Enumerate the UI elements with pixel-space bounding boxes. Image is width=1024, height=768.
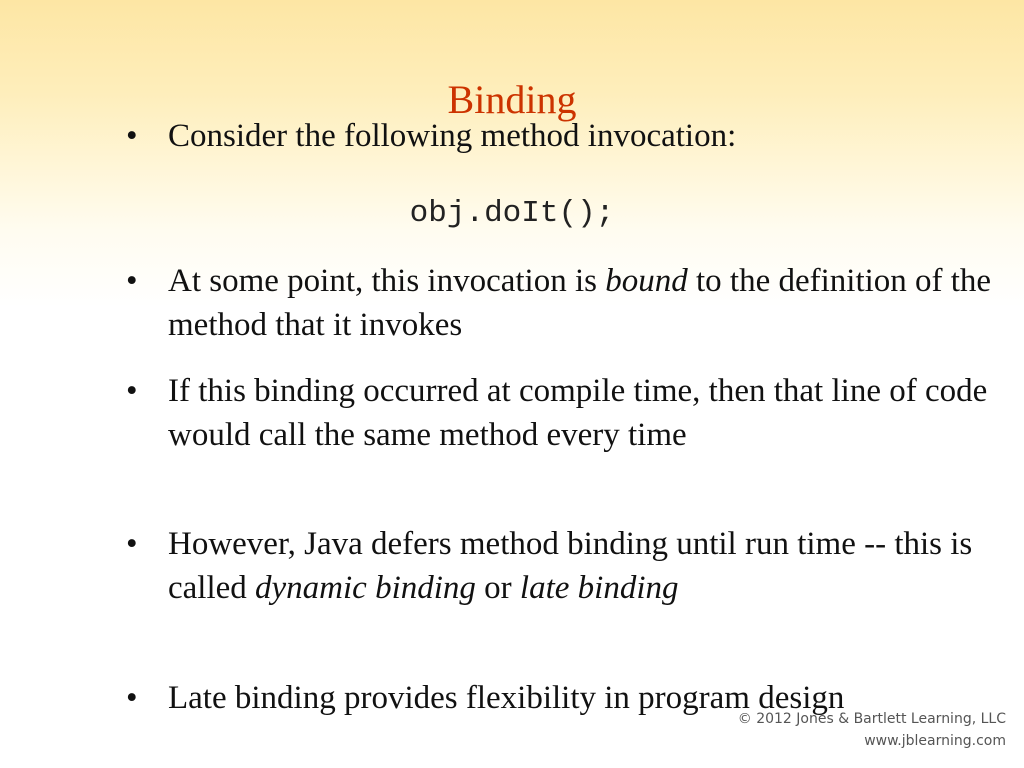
website-text: www.jblearning.com: [864, 733, 1006, 749]
bullet-item: [126, 369, 996, 457]
bullet-text-segment: Consider the following method invocation:: [168, 118, 737, 154]
bullet-text: [168, 522, 996, 610]
bullet-marker: •: [126, 526, 138, 562]
bullet-text-segment: However, Java defers method binding until run time -- this is called: [168, 526, 973, 606]
bullet-text-emphasis: dynamic binding: [255, 570, 476, 606]
bullet-text-emphasis: bound: [605, 263, 688, 299]
bullet-text: [168, 369, 996, 457]
bullet-text-segment: Late binding provides flexibility in program design: [168, 680, 845, 716]
bullet-marker: •: [126, 373, 138, 409]
bullet-text-segment: or: [475, 570, 520, 606]
copyright-text: © 2012 Jones & Bartlett Learning, LLC: [737, 711, 1006, 727]
bullet-text: [168, 259, 996, 347]
bullet-item: [126, 259, 996, 347]
bullet-marker: •: [126, 118, 138, 154]
bullet-item: [126, 522, 996, 610]
bullet-item: [126, 114, 996, 158]
bullet-text-emphasis: late binding: [519, 570, 679, 606]
bullet-marker: •: [126, 263, 138, 299]
slide-title: Binding: [447, 77, 577, 122]
code-snippet: obj.doIt();: [409, 196, 615, 231]
copyright-footer: [738, 708, 1006, 752]
bullet-text-segment: At some point, this invocation is: [168, 263, 606, 299]
bullet-text: [168, 114, 996, 158]
bullet-text-segment: If this binding occurred at compile time, then that line of code would call the same method every time: [168, 373, 988, 453]
bullet-text-segment: to the definition of the method that it invokes: [168, 263, 992, 343]
bullet-marker: •: [126, 680, 138, 716]
